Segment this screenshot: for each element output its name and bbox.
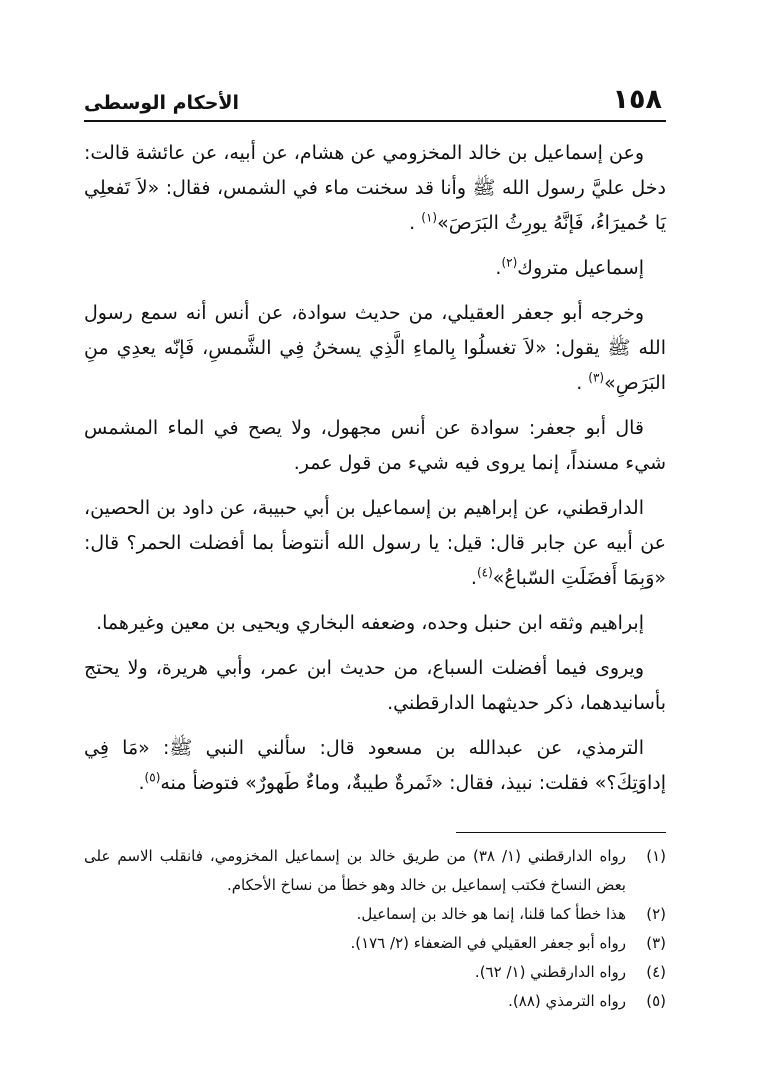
running-title: الأحكام الوسطى (84, 92, 240, 114)
footnote-number: (٢) (646, 905, 666, 923)
footnote-text: هذا خطأ كما قلنا، إنما هو خالد بن إسماعيل. (356, 905, 626, 923)
paragraph: ويروى فيما أفضلت السباع، من حديث ابن عمر، وأبي هريرة، ولا يحتج بأسانيدهما، ذكر حديثهما الدارقطني. (84, 657, 666, 714)
footnote-ref: (١) (421, 210, 438, 225)
footnote-divider (456, 832, 666, 833)
paragraph: الدارقطني، عن إبراهيم بن إسماعيل بن أبي حبيبة، عن داود بن الحصين، عن أبيه عن جابر قال: قيل: يا رسول الله أنتوضأ بما أفضلت الحمر؟ قال: «وَبِمَا أَفضَلَتِ السّباعُ»$^{(٤)}$. (84, 497, 666, 589)
header-divider (84, 120, 666, 122)
paragraph: إبراهيم وثقه ابن حنبل وحده، وضعفه البخاري ويحيى بن معين وغيرهما. (96, 612, 644, 634)
footnote-ref: (٥) (144, 770, 161, 785)
main-text (84, 136, 666, 811)
paragraph: الترمذي، عن عبدالله بن مسعود قال: سألني النبي ﷺ: «مَا فِي إداوَتِكَ؟» فقلت: نبيذ، فقال: «ثَمرةٌ طيبةٌ، وماءٌ طَهورٌ» فتوضأ منه$^{(٥)}$. (84, 737, 666, 794)
paragraph: وخرجه أبو جعفر العقيلي، من حديث سوادة، عن أنس أنه سمع رسول الله ﷺ يقول: «لاَ تغسلُوا بِالماءِ الَّذِي يسخنُ فِي الشَّمسِ، فَإنّه يعدِي منِ البَرَصِ»$^{(٣)}$ . (84, 302, 666, 394)
footnote-ref: (٢) (501, 255, 518, 270)
footnote (84, 842, 666, 900)
paragraph: قال أبو جعفر: سوادة عن أنس مجهول، ولا يصح في الماء المشمس شيء مسنداً، إنما يروى فيه شيء من قول عمر. (84, 417, 666, 474)
footnote-number: (٤) (646, 963, 666, 981)
footnote-number: (١) (646, 847, 666, 865)
footnote-number: (٥) (646, 992, 666, 1010)
footnotes (84, 842, 666, 1016)
paragraph: وعن إسماعيل بن خالد المخزومي عن هشام، عن أبيه، عن عائشة قالت: دخل عليَّ رسول الله ﷺ وأنا قد سخنت ماء في الشمس، فقال: «لاَ تَفعلِي يَا حُميرَاءُ، فَإنَّهُ يورِثُ البَرَصَ»$^{(١)}$ . (84, 142, 666, 234)
footnote-text: رواه أبو جعفر العقيلي في الضعفاء (٢/ ١٧٦). (350, 934, 626, 952)
footnote-ref: (٤) (476, 565, 493, 580)
footnote-text: رواه الدارقطني (١/ ٦٢). (474, 963, 626, 981)
footnote (84, 958, 666, 987)
footnote-ref: (٣) (588, 370, 605, 385)
page-header (84, 78, 662, 118)
paragraph: إسماعيل متروك$^{(٢)}$. (495, 255, 644, 279)
footnote-number: (٣) (646, 934, 666, 952)
footnote (84, 929, 666, 958)
page-number: ١٥٨ (612, 84, 662, 115)
footnote-text: رواه الترمذي (٨٨). (508, 992, 626, 1010)
footnote-text: رواه الدارقطني (١/ ٣٨) من طريق خالد بن إسماعيل المخزومي، فانقلب الاسم على بعض النساخ فكتب إسماعيل بن خالد وهو خطأ من نساخ الأحكام. (84, 847, 626, 894)
footnote (84, 900, 666, 929)
footnote (84, 987, 666, 1016)
